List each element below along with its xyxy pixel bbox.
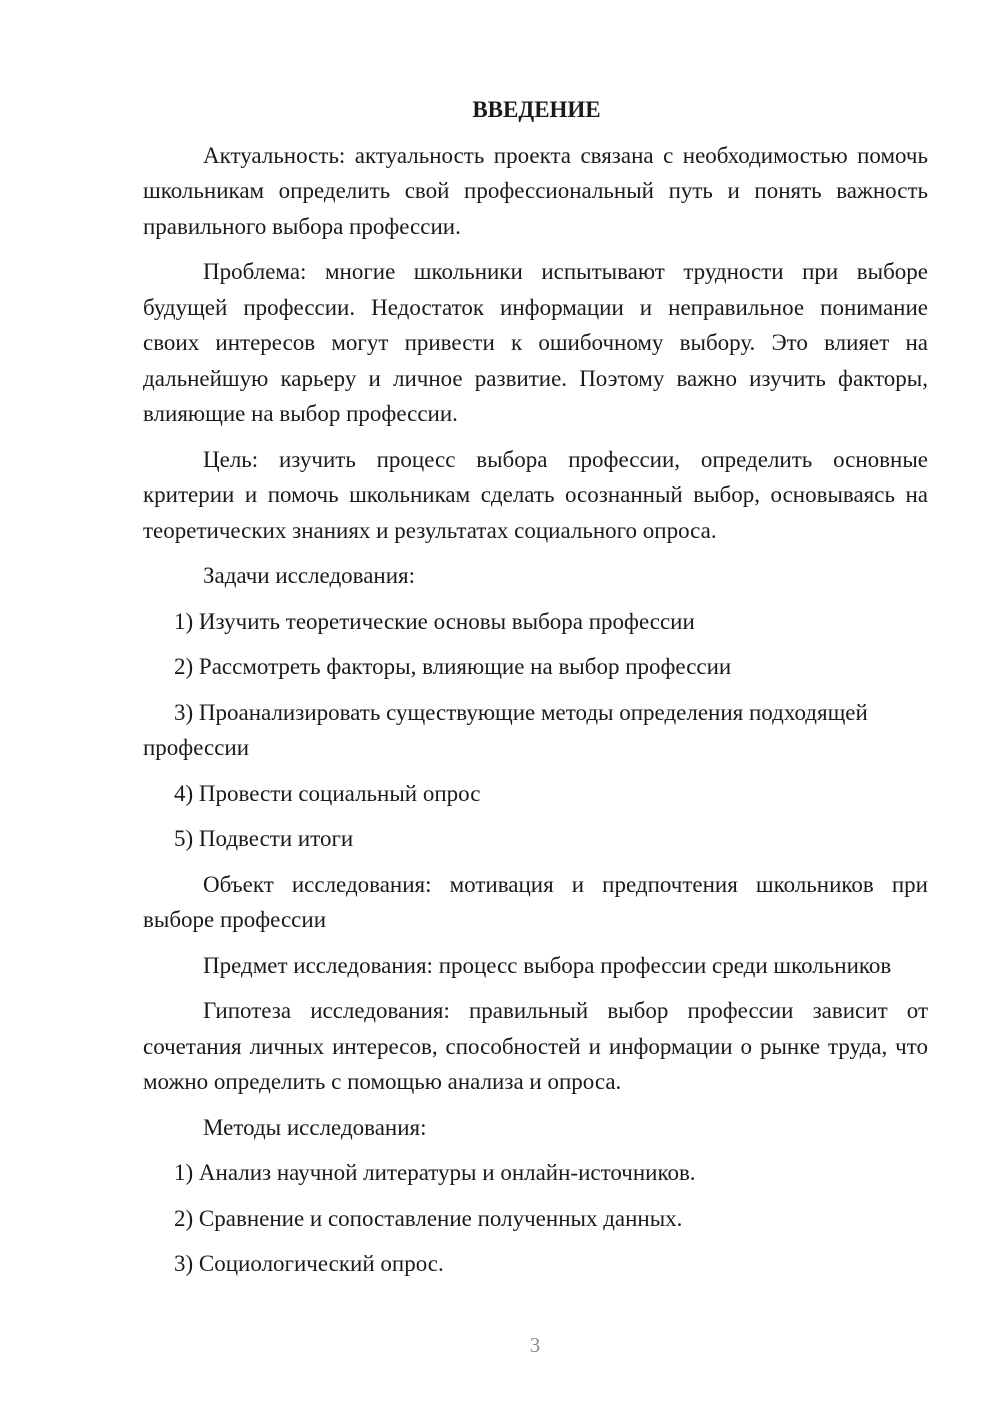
task-item: 4) Провести социальный опрос — [174, 780, 481, 806]
task-item: 5) Подвести итоги — [174, 826, 354, 851]
relevance-paragraph: Актуальность: актуальность проекта связана с необходимостью помочь школьникам определить свой профессиональный путь и понять важность правильного выбора профессии. — [143, 142, 928, 239]
method-item: 1) Анализ научной литературы и онлайн-источников. — [174, 1160, 696, 1185]
task-item: 1) Изучить теоретические основы выбора профессии — [174, 608, 695, 634]
tasks-title: Задачи исследования: — [203, 563, 416, 588]
methods-title: Методы исследования: — [203, 1114, 427, 1140]
task-item: 2) Рассмотреть факторы, влияющие на выбор профессии — [174, 654, 732, 679]
method-item: 3) Социологический опрос. — [174, 1251, 444, 1276]
goal-paragraph: Цель: изучить процесс выбора профессии, определить основные критерии и помочь школьникам сделать осознанный выбор, основываясь на теоретических знаниях и результатах социального опроса. — [143, 446, 928, 543]
section-heading: ВВЕДЕНИЕ — [472, 97, 601, 122]
task-item: 3) Проанализировать существующие методы определения подходящей профессии — [143, 699, 868, 760]
method-item: 2) Сравнение и сопоставление полученных данных. — [174, 1205, 683, 1231]
object-paragraph: Объект исследования: мотивация и предпочтения школьников при выборе профессии — [143, 871, 928, 932]
subject-paragraph: Предмет исследования: процесс выбора профессии среди школьников — [203, 952, 892, 978]
problem-paragraph: Проблема: многие школьники испытывают трудности при выборе будущей профессии. Недостаток информации и неправильное понимание своих интересов могут привести к ошибочному выбору. Это влияет на дальнейшую карьеру и личное развитие. Поэтому важно изучить факторы, влияющие на выбор профессии. — [143, 259, 928, 426]
hypothesis-paragraph: Гипотеза исследования: правильный выбор профессии зависит от сочетания личных интересов, способностей и информации о рынке труда, что можно определить с помощью анализа и опроса. — [143, 998, 928, 1094]
page-content — [143, 92, 928, 1292]
page-number: 3 — [529, 1333, 541, 1357]
